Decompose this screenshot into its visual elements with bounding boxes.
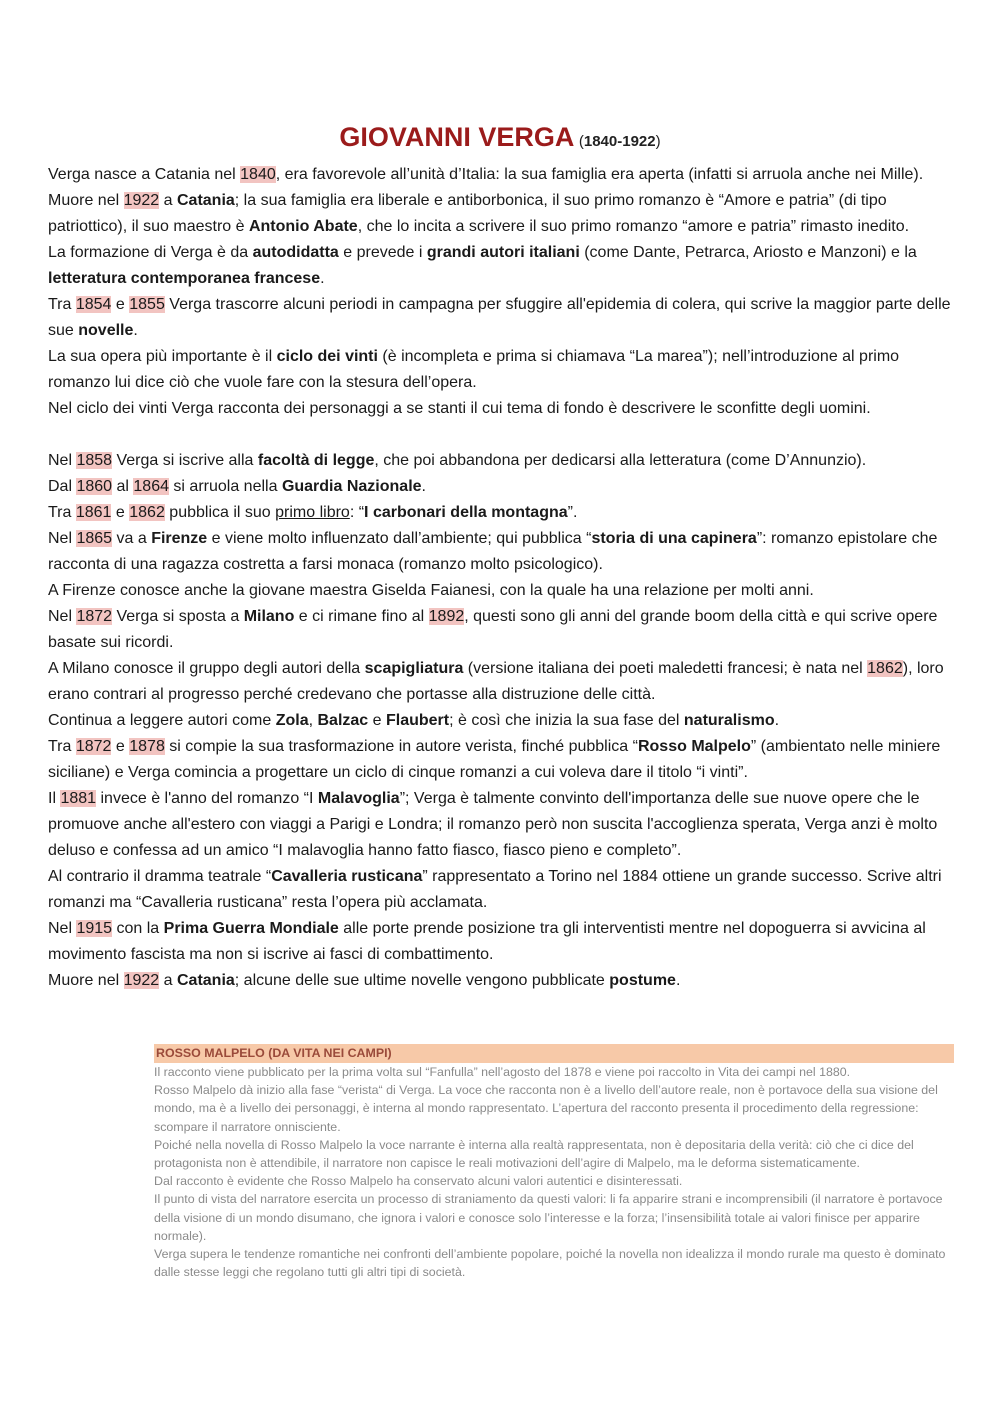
bold-text: scapigliatura [364,660,464,677]
paragraph [48,968,960,994]
year-highlight: 1862 [867,660,903,677]
year-highlight: 1872 [76,608,113,625]
paragraph [48,500,960,526]
text: Dal [48,478,77,495]
text: si arruola nella [168,478,282,495]
year-highlight: 1878 [129,738,165,755]
text: Verga si iscrive alla [112,452,258,469]
text: pubblica il suo [164,504,276,521]
text: ; alcune delle sue ultime novelle vengono pubblicate [234,972,610,989]
text: . [320,270,325,287]
close-paren: ) [655,133,661,150]
bold-text: postume [609,972,676,989]
paragraph [48,656,960,708]
text: al [112,478,134,495]
box-paragraph: Verga supera le tendenze romantiche nei confronti dell’ambiente popolare, poiché la novella non idealizza il mondo rurale ma questo è dominato dalle stesse leggi che regolano tutti gli altri tipi di società. [154,1247,946,1280]
text: (è incompleta e prima si chiamava “La marea”); nell’introduzione al primo romanzo lui dice ciò che vuole fare con la stesura dell’opera. [48,348,900,391]
text: ; la sua famiglia era liberale e antiborbonica, il suo primo romanzo è “Amore e patria” (di tipo patriottico), il suo maestro è [48,192,887,235]
text: e [111,738,130,755]
box-paragraph: Rosso Malpelo dà inizio alla fase “verista“ di Verga. La voce che racconta non è a livello dell’autore reale, non è portavoce della sua visione del mondo, ma è a livello dei personaggi, è interna al mondo rappresentato. L’apertura del racconto presenta il procedimento della regressione: scompare il narratore onnisciente. [154,1083,938,1134]
life-dates [579,133,661,150]
text: Al contrario il dramma teatrale “ [48,868,272,885]
text: Il [48,790,61,807]
text: si compie la sua trasformazione in autore verista, finché pubblica “ [164,738,638,755]
year-highlight: 1861 [75,504,112,521]
page-title: GIOVANNI VERGA [339,122,575,152]
bold-text: naturalismo [683,712,775,729]
text: e [111,504,130,521]
text: Nel [48,920,77,937]
bold-text: Zola [275,712,309,729]
text: invece è l'anno del romanzo “I [96,790,318,807]
text: ” rappresentato a Torino nel 1884 ottiene un grande successo. Scrive altri romanzi ma “Cavalleria rusticana” resta l’opera più acclamata. [48,868,942,911]
bold-text: grandi autori italiani [426,244,580,261]
bold-text: Malavoglia [317,790,400,807]
text: . [421,478,426,495]
bold-text: ciclo dei vinti [276,348,378,365]
year-highlight: 1881 [60,790,97,807]
bold-text: facoltà di legge [257,452,375,469]
text: , che lo incita a scrivere il suo primo romanzo “amore e patria” rimasto inedito. [357,218,910,235]
underlined-text: primo libro [275,504,350,521]
text: Nel [48,608,77,625]
paragraph [48,448,960,474]
title-row [0,122,1000,153]
year-highlight: 1858 [76,452,113,469]
year-highlight: 1840 [240,166,276,183]
year-highlight: 1860 [76,478,113,495]
year-highlight: 1915 [76,920,113,937]
bold-text: Guardia Nazionale [281,478,422,495]
text: Tra [48,504,76,521]
bold-text: Prima Guerra Mondiale [163,920,339,937]
text: e [368,712,386,729]
text: . [675,972,681,989]
text: Verga si sposta a [112,608,244,625]
bold-text: Flaubert [385,712,450,729]
text: a [159,192,177,209]
box-paragraph: Dal racconto è evidente che Rosso Malpelo ha conservato alcuni valori autentici e disinteressati. [154,1174,683,1189]
year-highlight: 1892 [428,608,465,625]
text: . [133,322,138,339]
text: , questi sono gli anni del grande boom della città e qui scrive opere basate sui ricordi. [48,608,938,651]
paragraph [48,916,960,968]
paragraph [48,734,960,786]
text: (come Dante, Petrarca, Ariosto e Manzoni) e la [579,244,917,261]
biography-text [48,162,960,994]
text: ”; Verga è talmente convinto dell'importanza delle sue nuove opere che le promuove anche all'estero con viaggi a Parigi e Londra; il romanzo però non suscita l'accoglienza sperata, Verga anzi è molto deluso e confessa ad un amico “I malavoglia hanno fatto fiasco, fiasco pieno e completo”. [48,790,938,859]
open-paren: ( [578,133,584,150]
paragraph [48,474,960,500]
text: Tra [48,296,76,313]
text: e viene molto influenzato dall’ambiente; qui pubblica “ [207,530,592,547]
paragraph [48,344,960,396]
bold-text: Antonio Abate [248,218,358,235]
paragraph [48,604,960,656]
text: ”. [567,504,578,521]
year-highlight: 1854 [75,296,112,313]
dates-text: 1840-1922 [583,133,656,150]
paragraph [48,526,960,578]
text: ”: romanzo epistolare che racconta di una ragazza costretta a farsi monaca (romanzo molto psicologico). [48,530,938,573]
bold-text: autodidatta [252,244,339,261]
paragraph [48,864,960,916]
year-highlight: 1922 [123,972,160,989]
text: Verga nasce a Catania nel [48,166,241,183]
rosso-malpelo-box [154,1044,954,1281]
text: , [308,712,318,729]
year-highlight: 1865 [76,530,113,547]
text: e ci rimane fino al [294,608,429,625]
box-paragraph: Il punto di vista del narratore esercita un processo di straniamento da questi valori: li fa apparire strani e incomprensibili (il narratore è portavoce della visione di un mondo disumano, che ignora i valori e conosce solo l’interesse e la forza; l’insensibilità totale ai valori finisce per apparire normale). [154,1192,943,1243]
paragraph [48,162,960,240]
paragraph [48,240,960,292]
bold-text: storia di una capinera [591,530,757,547]
text: La formazione di Verga è da [48,244,253,261]
blank-line [48,422,960,448]
paragraph: Nel ciclo dei vinti Verga racconta dei personaggi a se stanti il cui tema di fondo è descrivere le sconfitte degli uomini. [48,400,871,417]
text: ), loro erano contrari al progresso perché credevano che portasse alla distruzione delle città. [48,660,944,703]
text: con la [112,920,164,937]
text: : “ [349,504,365,521]
text: Muore nel [48,972,124,989]
text: Verga trascorre alcuni periodi in campagna per sfuggire all'epidemia di colera, qui scrive la maggior parte delle sue [48,296,951,339]
text: Continua a leggere autori come [48,712,276,729]
text: La sua opera più importante è il [48,348,277,365]
text: va a [112,530,152,547]
bold-text: Firenze [151,530,208,547]
text: ; è così che inizia la sua fase del [449,712,684,729]
bold-text: Cavalleria rusticana [271,868,423,885]
year-highlight: 1864 [133,478,169,495]
text: Nel [48,452,77,469]
bold-text: Milano [243,608,295,625]
text: e prevede i [338,244,427,261]
paragraph [48,292,960,344]
paragraph [48,708,960,734]
year-highlight: 1872 [75,738,112,755]
paragraph [48,786,960,864]
text: A Milano conosce il gruppo degli autori della [48,660,365,677]
text: Nel [48,530,77,547]
text: Tra [48,738,76,755]
text: ” (ambientato nelle miniere siciliane) e Verga comincia a progettare un ciclo di cinque romanzi a cui voleva dare il titolo “i vinti”. [48,738,941,781]
text: , era favorevole all’unità d’Italia: la sua famiglia era aperta (infatti si arruola anche nei Mille). Muore nel [48,166,924,209]
year-highlight: 1922 [123,192,160,209]
bold-text: Rosso Malpelo [637,738,751,755]
bold-text: Catania [176,192,235,209]
paragraph: A Firenze conosce anche la giovane maestra Giselda Faianesi, con la quale ha una relazione per molti anni. [48,582,814,599]
box-heading: ROSSO MALPELO (DA VITA NEI CAMPI) [154,1044,954,1063]
bold-text: Balzac [317,712,369,729]
text: . [774,712,780,729]
bold-text: novelle [78,322,134,339]
bold-text: I carbonari della montagna [364,504,568,521]
text: (versione italiana dei poeti maledetti francesi; è nata nel [463,660,868,677]
year-highlight: 1862 [129,504,165,521]
box-paragraph: Poiché nella novella di Rosso Malpelo la voce narrante è interna alla realtà rappresentata, non è depositaria della verità: ciò che ci dice del protagonista non è attendibile, il narratore non capisce le reali motivazioni dell’agire di Malpelo, ma le deforma sistematicamente. [154,1137,914,1171]
text: alle porte prende posizione tra gli interventisti mentre nel dopoguerra si avvicina al movimento fascista ma non si iscrive ai fasci di combattimento. [48,920,926,963]
year-highlight: 1855 [129,296,165,313]
box-paragraph: Il racconto viene pubblicato per la prima volta sul “Fanfulla” nell’agosto del 1878 e viene poi raccolto in Vita dei campi nel 1880. [154,1065,851,1079]
text: e [111,296,130,313]
text: a [159,972,177,989]
bold-text: letteratura contemporanea francese [48,270,321,287]
bold-text: Catania [176,972,235,989]
text: , che poi abbandona per dedicarsi alla letteratura (come D’Annunzio). [374,452,867,469]
